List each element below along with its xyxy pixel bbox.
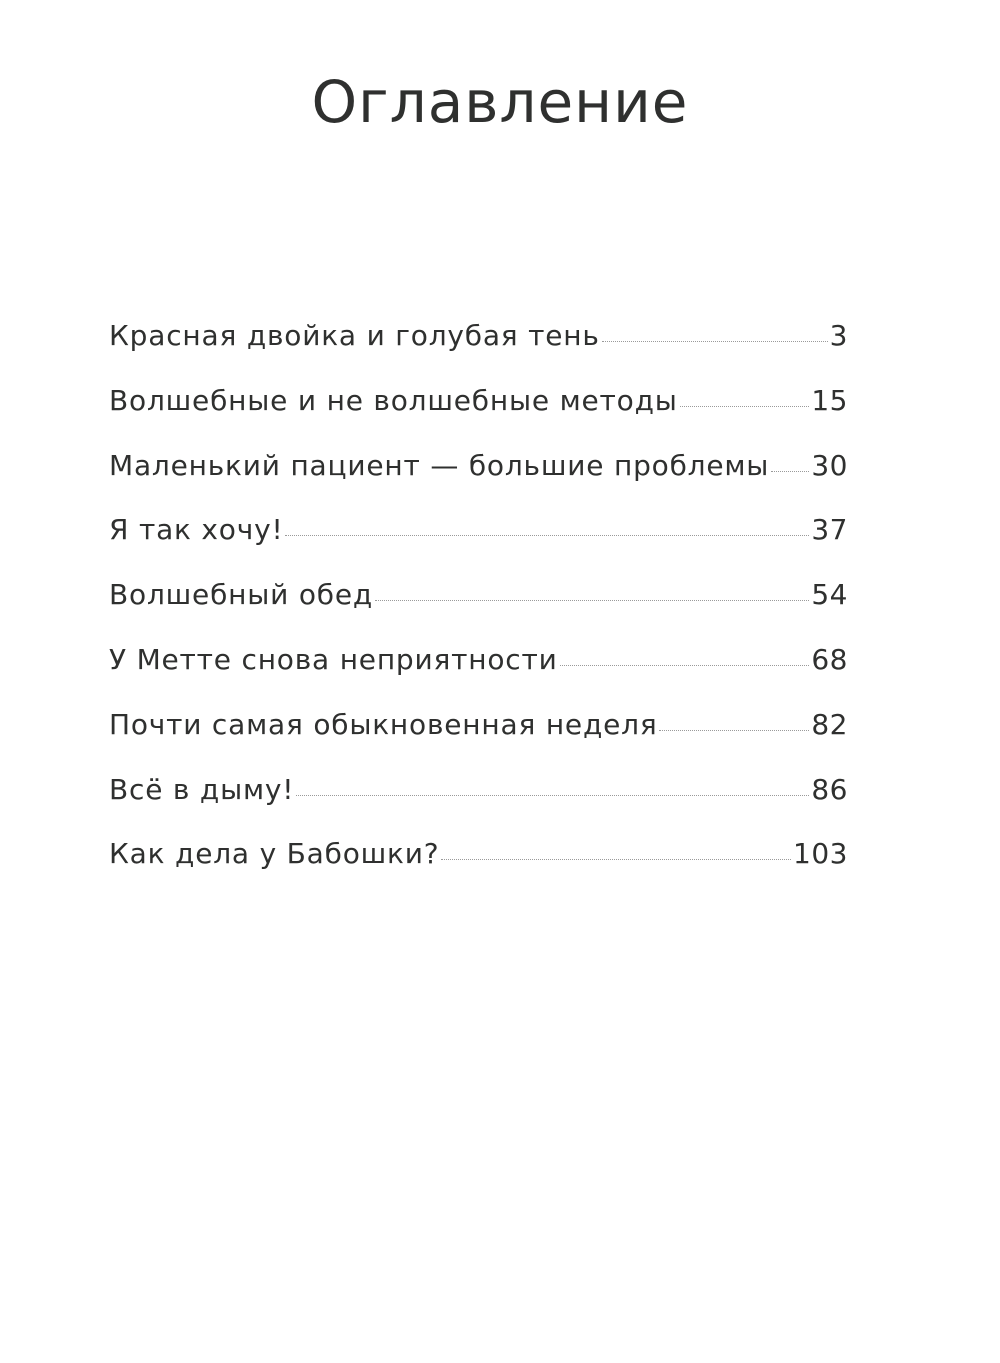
toc-entry (109, 766, 848, 831)
toc-entry-page: 37 (811, 513, 848, 547)
toc-entry-page: 86 (811, 772, 848, 806)
toc-dot-leader (602, 341, 828, 342)
toc-dot-leader (771, 471, 809, 472)
toc-entry-page: 54 (811, 578, 848, 612)
toc-entry-title: Волшебный обед (109, 578, 374, 612)
toc-dot-leader (560, 665, 810, 666)
toc-entry-page: 30 (811, 448, 848, 482)
toc-dot-leader (441, 859, 791, 860)
toc-entry (109, 312, 848, 377)
table-of-contents (109, 312, 848, 895)
toc-entry-title: Волшебные и не волшебные методы (109, 383, 678, 417)
toc-entry (109, 571, 848, 636)
toc-entry-title: Маленький пациент — большие проблемы (109, 448, 770, 482)
toc-entry-page: 3 (829, 319, 848, 352)
toc-entry-title: Красная двойка и голубая тень (109, 319, 600, 352)
toc-entry (109, 701, 848, 766)
page-title: Оглавление (311, 68, 689, 136)
toc-entry-title: У Метте снова неприятности (109, 642, 558, 676)
toc-entry-page: 15 (811, 383, 848, 417)
toc-entry (109, 830, 848, 895)
toc-entry (109, 636, 848, 701)
toc-entry-page: 103 (793, 837, 848, 871)
toc-dot-leader (375, 600, 809, 601)
toc-entry-page: 68 (811, 642, 848, 676)
toc-entry (109, 377, 848, 442)
toc-entry-title: Как дела у Бабошки? (109, 837, 440, 871)
toc-entry-title: Почти самая обыкновенная неделя (109, 707, 658, 741)
toc-entry-page: 82 (811, 707, 848, 741)
toc-entry (109, 442, 848, 507)
toc-dot-leader (659, 730, 809, 731)
toc-dot-leader (296, 795, 809, 796)
toc-entry (109, 506, 848, 571)
toc-dot-leader (680, 406, 810, 407)
toc-entry-title: Всё в дыму! (109, 772, 295, 806)
toc-dot-leader (285, 535, 809, 536)
toc-entry-title: Я так хочу! (109, 513, 284, 547)
